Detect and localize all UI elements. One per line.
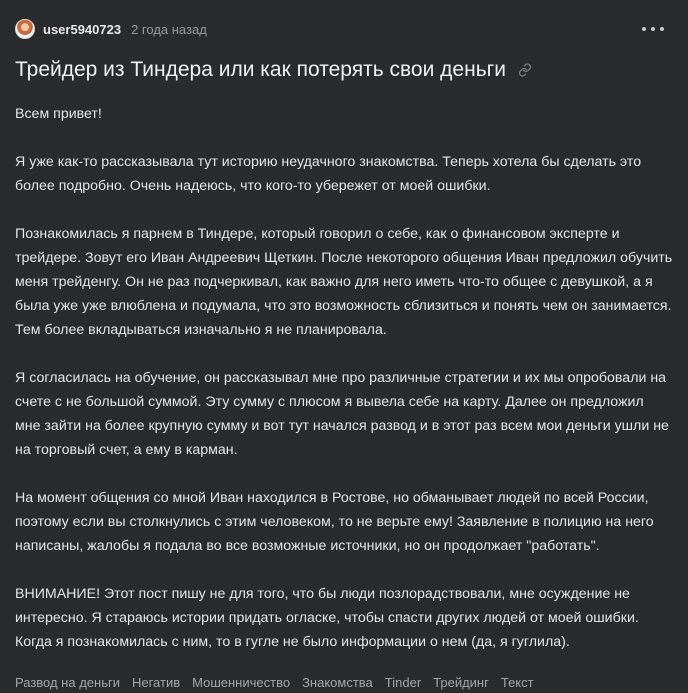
post-timestamp: 2 года назад: [131, 21, 207, 37]
post-paragraph: ВНИМАНИЕ! Этот пост пишу не для того, что бы люди позлорадствовали, мне осуждение не интересно. Я стараюсь истории придать огласке, чтобы спасти других людей от моей ошибки. Когда я познакомилась с ним, то в гугле не было информации о нем (да, я гуглила).: [15, 586, 639, 651]
avatar-icon[interactable]: [15, 19, 35, 39]
post-paragraph: Познакомилась я парнем в Тиндере, который говорил о себе, как о финансовом эксперте и трейдере. Зовут его Иван Андреевич Щеткин. После некоторого общения Иван предложил обучить меня трейденгу. Он не раз подчеркивал, как важно для него иметь что-то общее с девушкой, а я была уже уже влюблена и подумала, что это возможность сблизиться и понять чем он занимается. Тем более вкладываться изначально я не планировала.: [15, 226, 673, 339]
tag-link[interactable]: Негатив: [131, 675, 181, 691]
author-username[interactable]: user5940723: [43, 21, 122, 37]
tag-link[interactable]: Знакомства: [302, 675, 373, 691]
tag-link[interactable]: Развод на деньги: [15, 675, 120, 691]
post-paragraph: На момент общения со мной Иван находился в Ростове, но обманывает людей по всей России, поэтому если вы столкнулись с этим человеком, то не верьте ему! Заявление в полицию на него написаны, жалобы я подала во все возможные источники, но он продолжает "работать".: [15, 490, 654, 555]
post-title[interactable]: Трейдер из Тиндера или как потерять свои деньги: [15, 58, 507, 81]
post-paragraph: Я уже как-то рассказывала тут историю неудачного знакомства. Теперь хотела бы сделать это более подробно. Очень надеюсь, что кого-то убережет от моей ошибки.: [15, 154, 642, 195]
more-horizontal-icon: [660, 27, 664, 31]
tag-link[interactable]: Трейдинг: [433, 675, 489, 691]
more-horizontal-icon: [642, 27, 646, 31]
more-horizontal-icon: [651, 27, 655, 31]
link-icon[interactable]: [518, 63, 532, 77]
post-header: [15, 18, 673, 40]
post-paragraph: Я согласилась на обучение, он рассказывал мне про различные стратегии и их мы опробовали на счете с не большой суммой. Эту сумму с плюсом я вывела себе на карту. Далее он предложил мне зайти на более крупную сумму и вот тут начался развод и в этот раз всем мои деньги ушли не на торговый счет, а ему в карман.: [15, 370, 669, 459]
tag-link[interactable]: Текст: [500, 675, 534, 691]
post-paragraph: Всем привет!: [15, 106, 102, 123]
tag-link[interactable]: Мошенничество: [192, 675, 291, 691]
post-title-row: [15, 57, 673, 82]
post-content: [15, 102, 673, 654]
post-tags: [15, 675, 673, 690]
tag-link[interactable]: Tinder: [384, 675, 422, 691]
more-options-button[interactable]: [642, 20, 664, 38]
